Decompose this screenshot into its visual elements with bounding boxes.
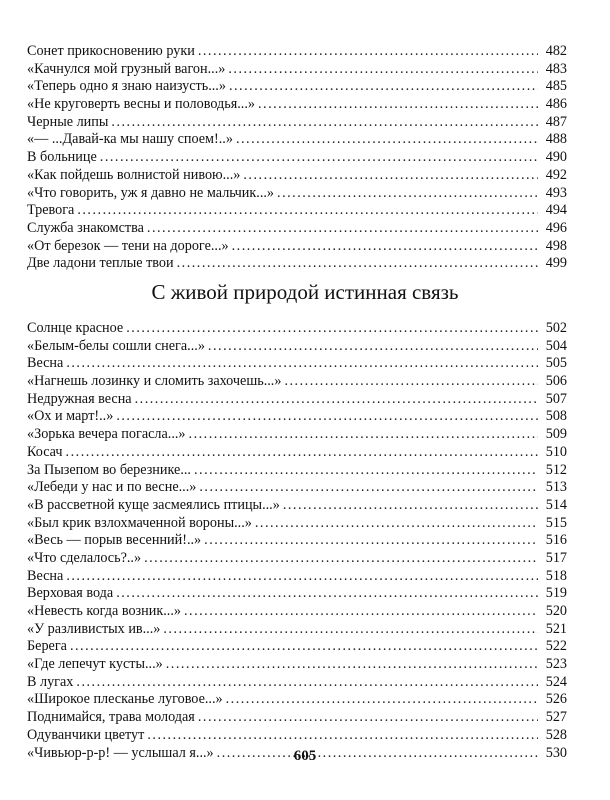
dot-leader — [166, 656, 538, 674]
toc-entry — [27, 355, 567, 373]
toc-entry-page: 496 — [545, 219, 567, 236]
toc-entry-title: Солнце красное — [27, 320, 124, 336]
toc-entry — [27, 114, 567, 132]
toc-entry — [27, 238, 567, 256]
toc-entry — [27, 202, 567, 220]
toc-entry — [27, 373, 567, 391]
toc-entry-page: 528 — [545, 726, 567, 743]
toc-entry-page: 527 — [545, 709, 567, 726]
toc-entry — [27, 497, 567, 515]
dot-leader — [277, 185, 538, 203]
dot-leader — [77, 202, 538, 220]
page-number: 605 — [293, 748, 317, 764]
toc-entry-page: 515 — [545, 514, 567, 531]
toc-entry-page: 517 — [545, 549, 567, 566]
dot-leader — [184, 603, 538, 621]
dot-leader — [135, 391, 538, 409]
dot-leader — [258, 96, 538, 114]
toc-entry-page: 506 — [545, 373, 567, 390]
toc-entry — [27, 656, 567, 674]
toc-entry — [27, 185, 567, 203]
toc-entry-page: 513 — [545, 479, 567, 496]
toc-entry-page: 486 — [545, 96, 567, 113]
toc-entry-title: «Широкое плесканье луговое...» — [27, 691, 223, 708]
toc-entry-title: «Теперь одно я знаю наизусть...» — [27, 78, 226, 95]
dot-leader — [66, 355, 538, 373]
dot-leader — [255, 515, 538, 533]
section-heading: С живой природой истинная связь — [151, 280, 459, 304]
toc-entry — [27, 338, 567, 356]
toc-entry-title: Верховая вода — [27, 585, 114, 602]
toc-entry-page: 504 — [545, 337, 567, 354]
toc-entry — [27, 621, 567, 639]
toc-entry-title: Тревога — [27, 202, 75, 219]
toc-entry-page: 522 — [545, 638, 567, 655]
dot-leader — [283, 497, 538, 515]
dot-leader — [284, 373, 538, 391]
dot-leader — [208, 338, 538, 356]
dot-leader — [236, 131, 538, 149]
dot-leader — [116, 408, 538, 426]
toc-entry — [27, 568, 567, 586]
dot-leader — [76, 674, 538, 692]
toc-entry-page: 520 — [545, 603, 567, 619]
toc-entry-title: Черные липы — [27, 113, 109, 130]
toc-entry — [27, 220, 567, 238]
toc-entry-page: 526 — [545, 691, 567, 708]
dot-leader — [228, 61, 538, 79]
toc-entry-title: В лугах — [27, 673, 74, 690]
toc-entry-page: 530 — [545, 744, 567, 761]
dot-leader — [147, 220, 538, 238]
toc-entry-page: 516 — [545, 532, 567, 549]
toc-entry — [27, 691, 567, 709]
dot-leader — [232, 238, 538, 256]
toc-entry-title: «— ...Давай-ка мы нашу споем!..» — [27, 131, 233, 148]
toc-entry-title: «У разливистых ив...» — [27, 620, 161, 637]
toc-entry-title: «Весь — порыв весенний!..» — [27, 532, 202, 549]
toc-entry-page: 492 — [545, 166, 567, 183]
toc-entry — [27, 61, 567, 79]
toc-entry-page: 485 — [545, 78, 567, 95]
toc-entry-page: 518 — [545, 567, 567, 584]
toc-entry-title: Весна — [27, 567, 64, 584]
toc-entry-page: 483 — [545, 60, 567, 77]
toc-entry — [27, 585, 567, 603]
toc-entry-page: 524 — [545, 673, 567, 690]
toc-entry — [27, 709, 567, 727]
toc-entry-page: 499 — [545, 255, 567, 272]
toc-entry-title: «Нагнешь лозинку и сломить захочешь...» — [27, 373, 282, 390]
toc-entry — [27, 131, 567, 149]
toc-entry-page: 510 — [545, 443, 567, 460]
toc-entry-title: «В рассветной куще засмеялись птицы...» — [27, 496, 280, 513]
toc-entry-title: «Где лепечут кусты...» — [27, 656, 163, 673]
toc-entry — [27, 391, 567, 409]
toc-entry-title: «От березок — тени на дороге...» — [27, 237, 229, 254]
toc-entry-page: 487 — [545, 113, 567, 130]
toc-entry — [27, 149, 567, 167]
dot-leader — [111, 114, 538, 132]
toc-entry-title: «Ох и март!..» — [27, 408, 114, 425]
dot-leader — [144, 550, 538, 568]
dot-leader — [66, 568, 538, 586]
toc-entry-title: «Чивьюр-р-р! — услышал я...» — [27, 744, 214, 761]
toc-entry — [27, 515, 567, 533]
dot-leader — [226, 691, 538, 709]
toc-entry-title: Весна — [27, 355, 64, 372]
toc-entry-title: «Качнулся мой грузный вагон...» — [27, 60, 226, 77]
toc-entry — [27, 167, 567, 185]
toc-entry-title: «Что говорить, уж я давно не мальчик...» — [27, 184, 275, 201]
toc-entry-title: Косач — [27, 443, 63, 460]
dot-leader — [198, 709, 538, 727]
dot-leader — [100, 149, 538, 167]
toc-entry — [27, 43, 567, 61]
toc-entry — [27, 444, 567, 462]
dot-leader — [229, 78, 538, 96]
toc-entry-page: 523 — [545, 656, 567, 673]
toc-entry-title: В больнице — [27, 149, 97, 166]
dot-leader — [147, 727, 538, 745]
toc-entry-title: «Зорька вечера погасла...» — [27, 426, 186, 443]
toc-entry-page: 494 — [545, 202, 567, 219]
dot-leader — [177, 255, 538, 273]
toc-entry-page: 490 — [545, 149, 567, 166]
toc-entry — [27, 462, 567, 480]
toc-entry-title: «Был крик взлохмаченной вороны...» — [27, 514, 252, 531]
dot-leader — [66, 444, 538, 462]
toc-entry — [27, 320, 567, 338]
toc-entry-title: Сонет прикосновению руки — [27, 43, 195, 59]
toc-entry-title: «Как пойдешь волнистой нивою...» — [27, 166, 241, 183]
toc-list-section2 — [27, 320, 567, 762]
dot-leader — [70, 638, 538, 656]
dot-leader — [243, 167, 538, 185]
dot-leader — [199, 479, 538, 497]
toc-entry — [27, 479, 567, 497]
toc-entry-page: 512 — [545, 461, 567, 478]
toc-entry — [27, 78, 567, 96]
dot-leader — [189, 426, 538, 444]
toc-entry-title: Недружная весна — [27, 390, 132, 407]
toc-entry — [27, 638, 567, 656]
toc-entry-title: Поднимайся, трава молодая — [27, 709, 195, 726]
toc-entry-page: 482 — [545, 43, 567, 59]
toc-entry-page: 521 — [545, 620, 567, 637]
dot-leader — [126, 320, 538, 338]
toc-entry-page: 493 — [545, 184, 567, 201]
toc-entry — [27, 255, 567, 273]
toc-entry-title: Одуванчики цветут — [27, 726, 145, 743]
toc-entry-title: Две ладони теплые твои — [27, 255, 174, 272]
toc-entry-title: Берега — [27, 638, 67, 655]
toc-entry-title: «Не круговерть весны и половодья...» — [27, 96, 255, 113]
toc-entry — [27, 674, 567, 692]
dot-leader — [163, 621, 538, 639]
toc-entry — [27, 408, 567, 426]
toc-entry — [27, 550, 567, 568]
toc-entry-title: «Невесть когда возник...» — [27, 603, 181, 619]
toc-entry — [27, 532, 567, 550]
toc-entry-page: 505 — [545, 355, 567, 372]
toc-entry-title: Служба знакомства — [27, 219, 144, 236]
dot-leader — [116, 585, 538, 603]
toc-entry — [27, 426, 567, 444]
toc-entry-page: 509 — [545, 426, 567, 443]
toc-list-section1 — [27, 43, 567, 273]
toc-entry-page: 514 — [545, 496, 567, 513]
dot-leader — [198, 43, 538, 61]
toc-entry-page: 507 — [545, 390, 567, 407]
toc-entry-page: 519 — [545, 585, 567, 602]
toc-entry-title: «Белым-белы сошли снега...» — [27, 337, 205, 354]
toc-entry-title: «Лебеди у нас и по весне...» — [27, 479, 197, 496]
toc-entry-page: 498 — [545, 237, 567, 254]
toc-entry-title: За Пызепом во березнике... — [27, 461, 191, 478]
dot-leader — [194, 462, 538, 480]
toc-entry — [27, 603, 567, 621]
toc-entry — [27, 96, 567, 114]
toc-entry — [27, 727, 567, 745]
dot-leader — [204, 532, 538, 550]
toc-entry-title: «Что сделалось?..» — [27, 549, 142, 566]
toc-entry-page: 488 — [545, 131, 567, 148]
toc-entry-page: 508 — [545, 408, 567, 425]
toc-entry-page: 502 — [545, 320, 567, 336]
